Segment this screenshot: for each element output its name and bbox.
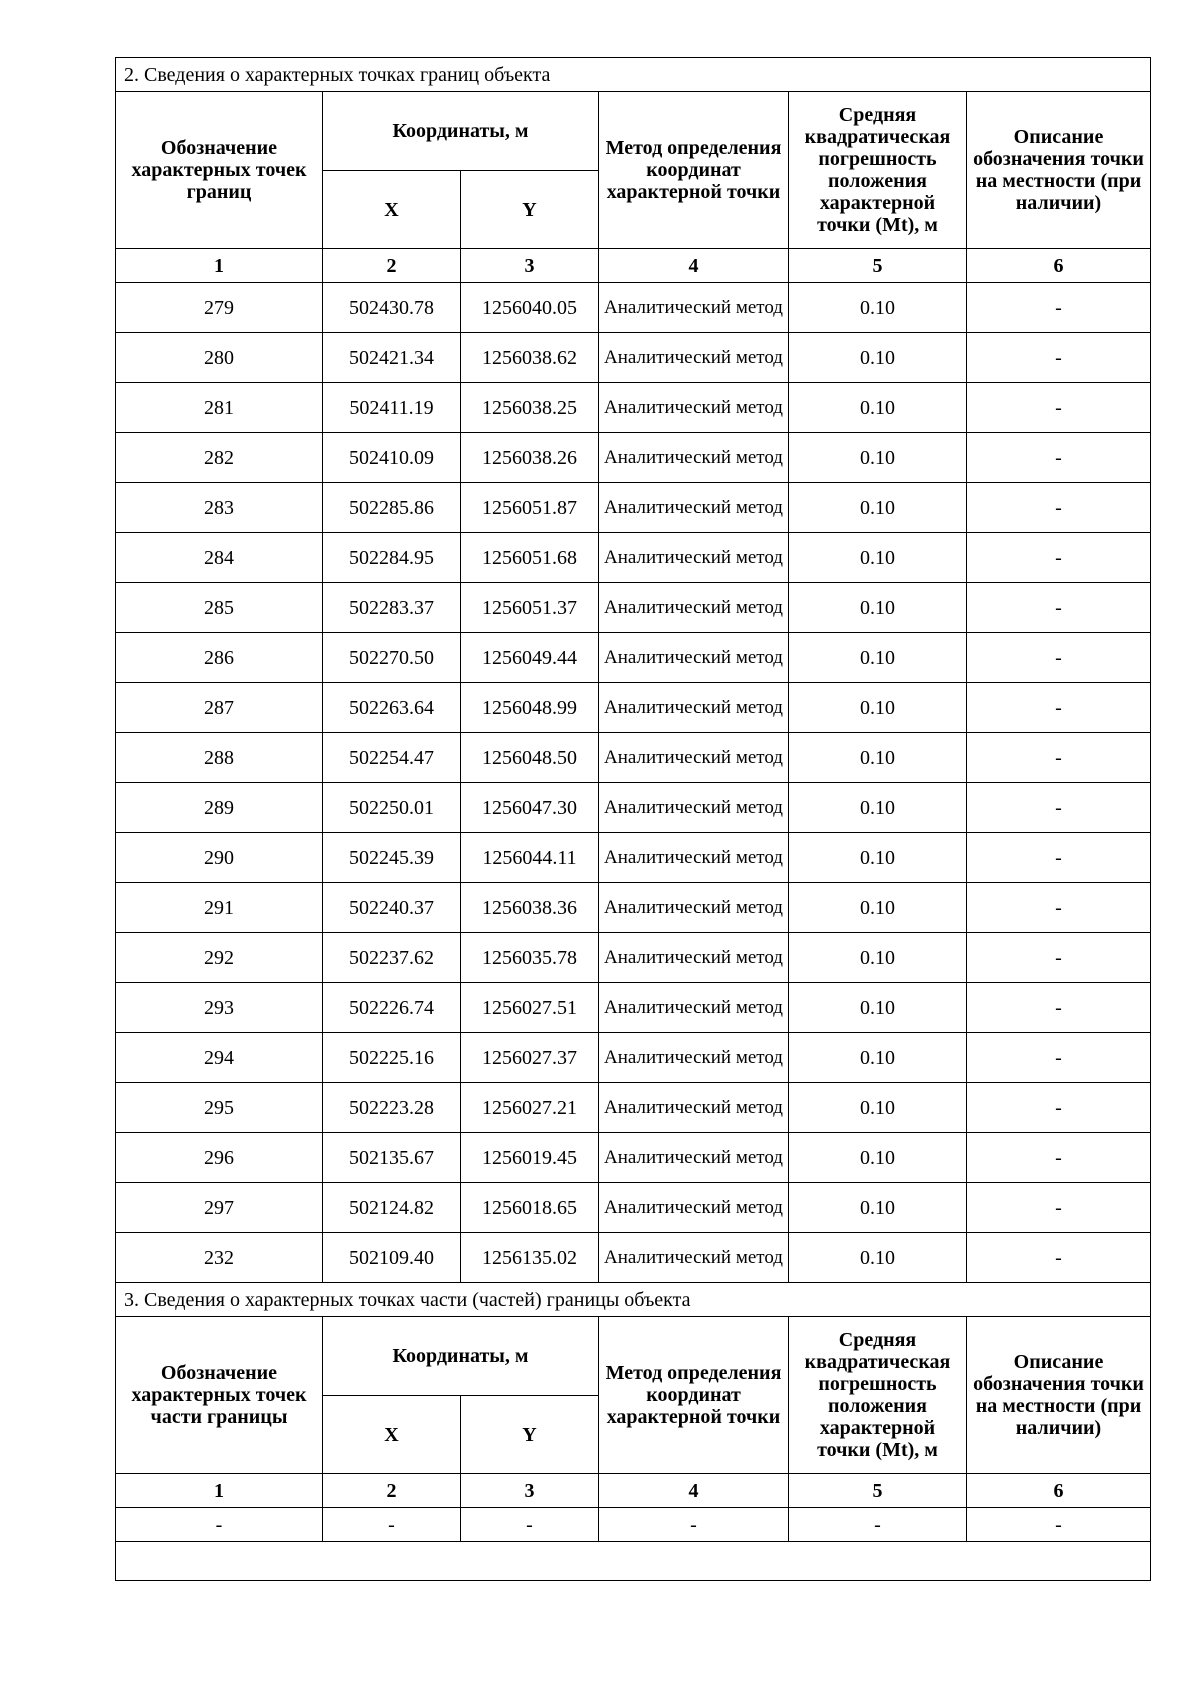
- point-id-cell: 279: [116, 283, 323, 333]
- x-coordinate-cell: 502124.82: [323, 1183, 461, 1233]
- y-coordinate-cell: 1256040.05: [461, 283, 599, 333]
- method-cell: Аналитический метод: [599, 833, 789, 883]
- description-cell: -: [967, 983, 1151, 1033]
- x-coordinate-cell: 502270.50: [323, 633, 461, 683]
- x-coordinate-cell: 502285.86: [323, 483, 461, 533]
- mean-error-cell: 0.10: [789, 533, 967, 583]
- description-cell: -: [967, 683, 1151, 733]
- y-coordinate-cell: 1256049.44: [461, 633, 599, 683]
- y-coordinate-cell: 1256035.78: [461, 933, 599, 983]
- header-y: Y: [461, 1396, 599, 1474]
- point-id-cell: 281: [116, 383, 323, 433]
- method-cell: Аналитический метод: [599, 733, 789, 783]
- header-mean-error: Средняя квадратическая погрешность положения характерной точки (Mt), м: [789, 1317, 967, 1474]
- header-x: X: [323, 171, 461, 249]
- mean-error-cell: 0.10: [789, 783, 967, 833]
- blank-row: [116, 1542, 1151, 1581]
- description-cell: -: [967, 733, 1151, 783]
- column-number: 6: [967, 1474, 1151, 1508]
- method-cell: -: [599, 1508, 789, 1542]
- column-number: 6: [967, 249, 1151, 283]
- x-coordinate-cell: 502135.67: [323, 1133, 461, 1183]
- x-coordinate-cell: 502284.95: [323, 533, 461, 583]
- mean-error-cell: 0.10: [789, 633, 967, 683]
- description-cell: -: [967, 783, 1151, 833]
- table-row: [116, 1508, 1151, 1542]
- table-row: [116, 1133, 1151, 1183]
- x-coordinate-cell: 502225.16: [323, 1033, 461, 1083]
- method-cell: Аналитический метод: [599, 983, 789, 1033]
- point-id-cell: 232: [116, 1233, 323, 1283]
- table-row: [116, 583, 1151, 633]
- point-id-cell: 287: [116, 683, 323, 733]
- method-cell: Аналитический метод: [599, 1033, 789, 1083]
- point-id-cell: 294: [116, 1033, 323, 1083]
- point-id-cell: 282: [116, 433, 323, 483]
- x-coordinate-cell: 502240.37: [323, 883, 461, 933]
- mean-error-cell: 0.10: [789, 333, 967, 383]
- x-coordinate-cell: 502283.37: [323, 583, 461, 633]
- table-row: [116, 433, 1151, 483]
- mean-error-cell: 0.10: [789, 483, 967, 533]
- mean-error-cell: 0.10: [789, 1183, 967, 1233]
- y-coordinate-cell: 1256038.26: [461, 433, 599, 483]
- header-designation: Обозначение характерных точек границ: [116, 92, 323, 249]
- method-cell: Аналитический метод: [599, 633, 789, 683]
- header-x: X: [323, 1396, 461, 1474]
- method-cell: Аналитический метод: [599, 783, 789, 833]
- y-coordinate-cell: 1256135.02: [461, 1233, 599, 1283]
- mean-error-cell: 0.10: [789, 833, 967, 883]
- column-number: 5: [789, 1474, 967, 1508]
- mean-error-cell: 0.10: [789, 583, 967, 633]
- x-coordinate-cell: 502254.47: [323, 733, 461, 783]
- table-row: [116, 783, 1151, 833]
- y-coordinate-cell: 1256048.99: [461, 683, 599, 733]
- description-cell: -: [967, 483, 1151, 533]
- section-2-rows: [116, 283, 1151, 1283]
- y-coordinate-cell: -: [461, 1508, 599, 1542]
- point-id-cell: 286: [116, 633, 323, 683]
- y-coordinate-cell: 1256048.50: [461, 733, 599, 783]
- method-cell: Аналитический метод: [599, 683, 789, 733]
- table-row: [116, 683, 1151, 733]
- column-number: 4: [599, 249, 789, 283]
- description-cell: -: [967, 333, 1151, 383]
- header-method: Метод определения координат характерной точки: [599, 1317, 789, 1474]
- y-coordinate-cell: 1256038.36: [461, 883, 599, 933]
- y-coordinate-cell: 1256018.65: [461, 1183, 599, 1233]
- description-cell: -: [967, 283, 1151, 333]
- y-coordinate-cell: 1256027.37: [461, 1033, 599, 1083]
- point-id-cell: -: [116, 1508, 323, 1542]
- mean-error-cell: 0.10: [789, 283, 967, 333]
- x-coordinate-cell: 502410.09: [323, 433, 461, 483]
- x-coordinate-cell: 502223.28: [323, 1083, 461, 1133]
- x-coordinate-cell: 502430.78: [323, 283, 461, 333]
- x-coordinate-cell: 502237.62: [323, 933, 461, 983]
- y-coordinate-cell: 1256047.30: [461, 783, 599, 833]
- y-coordinate-cell: 1256019.45: [461, 1133, 599, 1183]
- y-coordinate-cell: 1256051.87: [461, 483, 599, 533]
- x-coordinate-cell: 502263.64: [323, 683, 461, 733]
- x-coordinate-cell: 502245.39: [323, 833, 461, 883]
- table-row: [116, 1233, 1151, 1283]
- description-cell: -: [967, 1183, 1151, 1233]
- header-description: Описание обозначения точки на местности (при наличии): [967, 92, 1151, 249]
- method-cell: Аналитический метод: [599, 1133, 789, 1183]
- point-id-cell: 289: [116, 783, 323, 833]
- description-cell: -: [967, 633, 1151, 683]
- mean-error-cell: 0.10: [789, 683, 967, 733]
- column-number: 5: [789, 249, 967, 283]
- mean-error-cell: 0.10: [789, 883, 967, 933]
- description-cell: -: [967, 1133, 1151, 1183]
- method-cell: Аналитический метод: [599, 283, 789, 333]
- method-cell: Аналитический метод: [599, 1183, 789, 1233]
- point-id-cell: 285: [116, 583, 323, 633]
- description-cell: -: [967, 1233, 1151, 1283]
- method-cell: Аналитический метод: [599, 583, 789, 633]
- table-row: [116, 383, 1151, 433]
- description-cell: -: [967, 833, 1151, 883]
- mean-error-cell: 0.10: [789, 1083, 967, 1133]
- table-row: [116, 333, 1151, 383]
- header-coordinates: Координаты, м: [323, 92, 599, 171]
- description-cell: -: [967, 883, 1151, 933]
- method-cell: Аналитический метод: [599, 933, 789, 983]
- point-id-cell: 284: [116, 533, 323, 583]
- point-id-cell: 293: [116, 983, 323, 1033]
- header-description: Описание обозначения точки на местности (при наличии): [967, 1317, 1151, 1474]
- x-coordinate-cell: 502109.40: [323, 1233, 461, 1283]
- table-row: [116, 733, 1151, 783]
- y-coordinate-cell: 1256027.21: [461, 1083, 599, 1133]
- description-cell: -: [967, 1033, 1151, 1083]
- mean-error-cell: 0.10: [789, 1133, 967, 1183]
- header-method: Метод определения координат характерной точки: [599, 92, 789, 249]
- mean-error-cell: -: [789, 1508, 967, 1542]
- method-cell: Аналитический метод: [599, 883, 789, 933]
- table-row: [116, 983, 1151, 1033]
- description-cell: -: [967, 1508, 1151, 1542]
- method-cell: Аналитический метод: [599, 433, 789, 483]
- description-cell: -: [967, 383, 1151, 433]
- mean-error-cell: 0.10: [789, 933, 967, 983]
- header-designation: Обозначение характерных точек части границы: [116, 1317, 323, 1474]
- mean-error-cell: 0.10: [789, 733, 967, 783]
- y-coordinate-cell: 1256027.51: [461, 983, 599, 1033]
- x-coordinate-cell: 502226.74: [323, 983, 461, 1033]
- mean-error-cell: 0.10: [789, 383, 967, 433]
- mean-error-cell: 0.10: [789, 983, 967, 1033]
- table-row: [116, 533, 1151, 583]
- table-row: [116, 883, 1151, 933]
- method-cell: Аналитический метод: [599, 483, 789, 533]
- column-number: 4: [599, 1474, 789, 1508]
- mean-error-cell: 0.10: [789, 433, 967, 483]
- header-coordinates: Координаты, м: [323, 1317, 599, 1396]
- x-coordinate-cell: -: [323, 1508, 461, 1542]
- header-mean-error: Средняя квадратическая погрешность положения характерной точки (Mt), м: [789, 92, 967, 249]
- table-row: [116, 833, 1151, 883]
- method-cell: Аналитический метод: [599, 1233, 789, 1283]
- column-number: 2: [323, 1474, 461, 1508]
- header-y: Y: [461, 171, 599, 249]
- y-coordinate-cell: 1256038.25: [461, 383, 599, 433]
- description-cell: -: [967, 433, 1151, 483]
- point-id-cell: 297: [116, 1183, 323, 1233]
- column-number: 1: [116, 249, 323, 283]
- x-coordinate-cell: 502250.01: [323, 783, 461, 833]
- section-3-title: 3. Сведения о характерных точках части (частей) границы объекта: [116, 1283, 1151, 1317]
- description-cell: -: [967, 533, 1151, 583]
- point-id-cell: 280: [116, 333, 323, 383]
- point-id-cell: 291: [116, 883, 323, 933]
- mean-error-cell: 0.10: [789, 1233, 967, 1283]
- table-row: [116, 1033, 1151, 1083]
- y-coordinate-cell: 1256051.37: [461, 583, 599, 633]
- point-id-cell: 295: [116, 1083, 323, 1133]
- table-row: [116, 1083, 1151, 1133]
- method-cell: Аналитический метод: [599, 333, 789, 383]
- x-coordinate-cell: 502411.19: [323, 383, 461, 433]
- column-number: 2: [323, 249, 461, 283]
- point-id-cell: 292: [116, 933, 323, 983]
- y-coordinate-cell: 1256051.68: [461, 533, 599, 583]
- y-coordinate-cell: 1256044.11: [461, 833, 599, 883]
- column-number: 1: [116, 1474, 323, 1508]
- description-cell: -: [967, 583, 1151, 633]
- section-3-rows: [116, 1508, 1151, 1542]
- x-coordinate-cell: 502421.34: [323, 333, 461, 383]
- point-id-cell: 288: [116, 733, 323, 783]
- table-row: [116, 633, 1151, 683]
- method-cell: Аналитический метод: [599, 1083, 789, 1133]
- table-row: [116, 483, 1151, 533]
- description-cell: -: [967, 933, 1151, 983]
- boundary-points-table: [115, 57, 1151, 1581]
- method-cell: Аналитический метод: [599, 383, 789, 433]
- table-row: [116, 283, 1151, 333]
- mean-error-cell: 0.10: [789, 1033, 967, 1083]
- point-id-cell: 283: [116, 483, 323, 533]
- table-row: [116, 933, 1151, 983]
- table-row: [116, 1183, 1151, 1233]
- column-number: 3: [461, 249, 599, 283]
- section-2-title: 2. Сведения о характерных точках границ объекта: [116, 58, 1151, 92]
- point-id-cell: 296: [116, 1133, 323, 1183]
- point-id-cell: 290: [116, 833, 323, 883]
- y-coordinate-cell: 1256038.62: [461, 333, 599, 383]
- description-cell: -: [967, 1083, 1151, 1133]
- method-cell: Аналитический метод: [599, 533, 789, 583]
- column-number: 3: [461, 1474, 599, 1508]
